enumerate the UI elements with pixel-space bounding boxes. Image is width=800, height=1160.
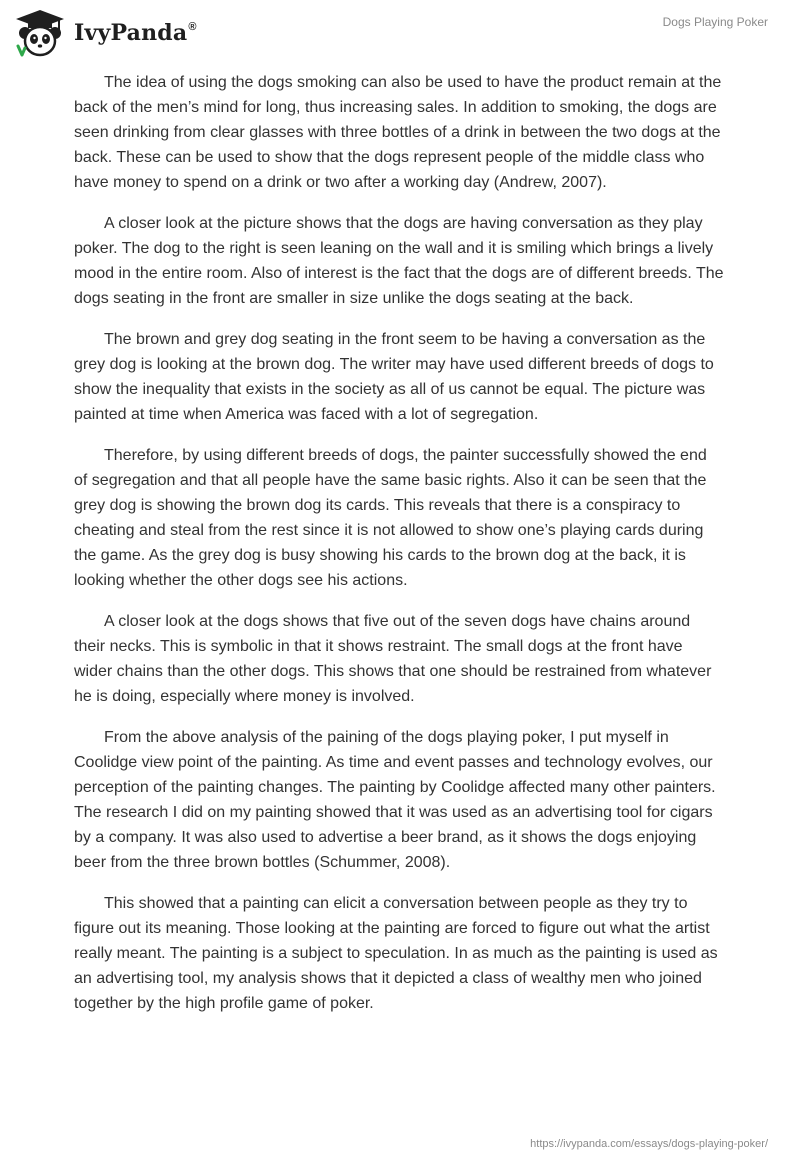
registered-mark: ® (188, 21, 197, 33)
paragraph: The idea of using the dogs smoking can also be used to have the product remain at the back of the men’s mind for long, thus increasing sales. In addition to smoking, the dogs are seen drinking from clear glasses with three bottles of a drink in between the two dogs at the back. These can be used to show that the dogs represent people of the middle class who have money to spend on a drink or two after a working day (Andrew, 2007). (74, 74, 722, 191)
paragraph: The brown and grey dog seating in the front seem to be having a conversation as the grey dog is looking at the brown dog. The writer may have used different breeds of dogs to show the inequality that exists in the society as all of us cannot be equal. The picture was painted at time when America was faced with a lot of segregation. (74, 331, 714, 423)
essay-body (74, 70, 724, 1032)
source-url[interactable]: https://ivypanda.com/essays/dogs-playing-poker/ (530, 1138, 768, 1150)
paragraph: This showed that a painting can elicit a conversation between people as they try to figure out its meaning. Those looking at the painting are forced to figure out what the artist really meant. The painting is a subject to speculation. In as much as the painting is used as an advertising tool, my analysis shows that it depicted a class of wealthy men who joined together by the high profile game of poker. (74, 895, 718, 1012)
paragraph: A closer look at the dogs shows that five out of the seven dogs have chains around their necks. This is symbolic in that it shows restraint. The small dogs at the front have wider chains than the other dogs. This shows that one should be restrained from whatever he is doing, especially where money is involved. (74, 613, 712, 705)
paragraph: From the above analysis of the paining of the dogs playing poker, I put myself in Coolidge view point of the painting. As time and event passes and technology evolves, our perception of the painting changes. The painting by Coolidge affected many other painters. The research I did on my painting showed that it was used as an advertising tool for cigars by a company. It was also used to advertise a beer brand, as it shows the dogs enjoying beer from the three brown bottles (Schummer, 2008). (74, 729, 716, 871)
ivypanda-logo[interactable] (14, 8, 197, 58)
paragraph: A closer look at the picture shows that the dogs are having conversation as they play poker. The dog to the right is seen leaning on the wall and it is smiling which brings a lively mood in the entire room. Also of interest is the fact that the dogs are of different breeds. The dogs seating in the front are smaller in size unlike the dogs seating at the back. (74, 215, 724, 307)
paragraph: Therefore, by using different breeds of dogs, the painter successfully showed the end of segregation and that all people have the same basic rights. Also it can be seen that the grey dog is showing the brown dog its cards. This reveals that there is a conspiracy to cheating and steal from the rest since it is not allowed to show one’s playing cards during the game. As the grey dog is busy showing his cards to the brown dog at the back, it is looking whether the other dogs see his actions. (74, 447, 707, 589)
brand-name: IvyPanda® (74, 20, 197, 46)
page-header (0, 0, 800, 70)
document-title: Dogs Playing Poker (662, 15, 768, 29)
panda-graduate-icon (14, 8, 66, 58)
